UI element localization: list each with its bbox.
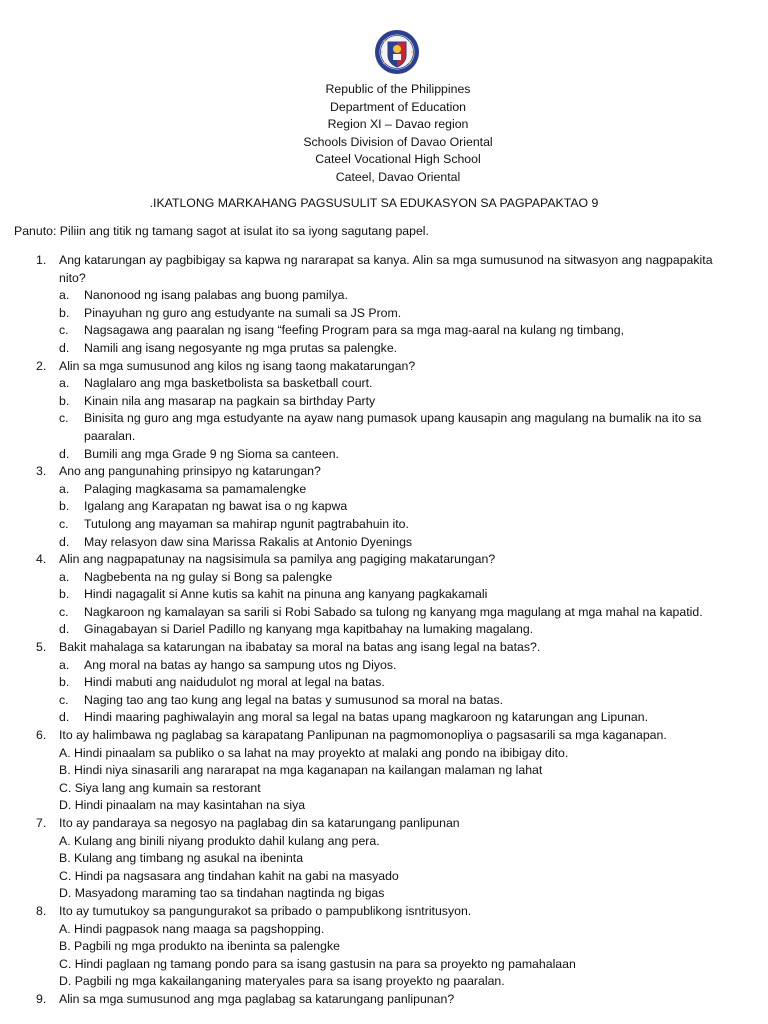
answer-choice [0,674,768,692]
instructions: Panuto: Piliin ang titik ng tamang sagot at isulat ito sa iyong sagutang papel. [14,224,429,238]
answer-choice [0,446,768,464]
answer-choice [0,516,768,534]
header-line: Schools Division of Davao Oriental [303,134,493,149]
choice-text: Nanonood ng isang palabas ang buong pamilya. [84,288,348,303]
choice-letter: a. [59,569,70,584]
choice-text: Tutulong ang mayaman sa mahirap ngunit pagtrabahuin ito. [84,516,409,531]
choice-text: Hindi maaring paghiwalayin ang moral sa legal na batas upang magkaroon ng katarungan ang Lipunan. [84,710,648,725]
answer-choice [0,973,768,991]
question-text: Alin sa mga sumusunod ang mga paglabag sa katarungang panlipunan? [59,991,455,1006]
choice-text: B. Kulang ang timbang ng asukal na ibeninta [59,851,304,866]
choice-text: A. Kulang ang binili niyang produkto dahil kulang ang pera. [59,833,380,848]
question-text: Ano ang pangunahing prinsipyo ng katarungan? [59,464,321,479]
choice-text: Bumili ang mga Grade 9 ng Sioma sa canteen. [84,446,339,461]
choice-letter: d. [59,534,70,549]
choice-text: Igalang ang Karapatan ng bawat isa o ng kapwa [84,499,348,514]
answer-choice [0,287,768,305]
choice-text: Nagsagawa ang paaralan ng isang “feefing Program para sa mga mag-aaral na kulang ng timbang, [84,323,625,338]
question-text: Ito ay pandaraya sa negosyo na paglabag din sa katarungang panlipunan [59,816,460,830]
header-line: Region XI – Davao region [327,117,469,132]
question-item [0,463,768,551]
choice-text: A. Hindi pagpasok nang maaga sa pagshopping. [59,921,325,936]
choice-letter: a. [59,481,70,496]
answer-choice [0,692,768,710]
choice-letter: c. [59,516,69,531]
answer-choice [0,850,768,868]
choice-text: Nagbebenta na ng gulay si Bong sa palengke [84,569,333,584]
choice-text: Ginagabayan si Dariel Padillo ng kanyang mga kapitbahay na lumaking magalang. [84,622,534,637]
question-item [0,252,768,358]
question-number: 1. [36,253,47,267]
choice-letter: b. [59,587,70,602]
choice-text: Naging tao ang tao kung ang legal na batas y sumusunod sa moral na batas. [84,692,504,707]
question-item [0,903,768,991]
choice-text: Namili ang isang negosyante ng mga prutas sa palengke. [84,340,398,355]
choice-text: Nagkaroon ng kamalayan sa sarili si Robi Sabado sa tulong ng kanyang mga magulang at mga mahal na kapatid. [84,604,703,619]
question-item [0,727,768,815]
answer-choice [0,604,768,622]
choice-letter: d. [59,710,70,725]
choice-letter: a. [59,376,70,391]
answer-choice [0,375,768,393]
answer-choice [0,938,768,956]
question-number: 3. [36,464,47,479]
choice-text: Kinain nila ang masarap na pagkain sa birthday Party [84,393,376,408]
choice-letter: b. [59,499,70,514]
choice-text: C. Hindi pa nagsasara ang tindahan kahit na gabi na masyado [59,868,399,883]
answer-choice [0,745,768,763]
choice-text: Hindi mabuti ang naidudulot ng moral at legal na batas. [84,675,385,690]
choice-text: Naglalaro ang mga basketbolista sa basketball court. [84,376,373,391]
answer-choice [0,481,768,499]
exam-title: .IKATLONG MARKAHANG PAGSUSULIT SA EDUKASYON SA PAGPAPAKTAO 9 [149,196,599,210]
header-line: Republic of the Philippines [325,82,471,96]
header-line: Cateel Vocational High School [315,152,481,167]
document-header [0,81,768,187]
answer-choice [0,534,768,552]
choice-letter: c. [59,323,69,338]
answer-choice [0,833,768,851]
question-text: Ang katarungan ay pagbibigay sa kapwa ng nararapat sa kanya. Alin sa mga sumusunod na sitwasyon ang nagpapakita nito? [59,253,713,285]
question-text: Bakit mahalaga sa katarungan na ibabatay sa moral na batas ang isang legal na batas?. [59,640,541,655]
answer-choice [0,322,768,340]
header-line: Cateel, Davao Oriental [335,169,461,184]
choice-text: B. Hindi niya sinasarili ang nararapat na mga kaganapan na kailangan malaman ng lahat [59,763,543,778]
header-line: Department of Education [329,99,467,114]
choice-text: Binisita ng guro ang mga estudyante na ayaw nang pumasok upang kausapin ang magulang na bumalik na ito sa paaralan. [84,411,702,443]
question-text: Ito ay tumutukoy sa pangungurakot sa pribado o pampublikong isntritusyon. [59,903,472,918]
choice-letter: b. [59,675,70,690]
answer-choice [0,340,768,358]
answer-choice [0,498,768,516]
choice-text: D. Pagbili ng mga kakailanganing materyales para sa isang proyekto ng paaralan. [59,974,505,989]
choice-letter: b. [59,393,70,408]
question-number: 6. [36,728,47,743]
question-item [0,551,768,639]
choice-text: Ang moral na batas ay hango sa sampung utos ng Diyos. [84,657,397,672]
answer-choice [0,885,768,903]
answer-choice [0,305,768,323]
choice-letter: d. [59,622,70,637]
answer-choice [0,393,768,411]
choice-text: C. Siya lang ang kumain sa restorant [59,780,261,795]
answer-choice [0,586,768,604]
question-number: 4. [36,552,47,567]
answer-choice [0,762,768,780]
choice-letter: d. [59,340,70,355]
question-text: Alin ang nagpapatunay na nagsisimula sa pamilya ang pagiging makatarungan? [59,552,496,567]
answer-choice [0,709,768,727]
question-text: Alin sa mga sumusunod ang kilos ng isang taong makatarungan? [59,358,416,373]
answer-choice [0,797,768,815]
question-number: 5. [36,640,47,655]
choice-text: D. Masyadong maraming tao sa tindahan nagtinda ng bigas [59,886,385,901]
answer-choice [0,780,768,798]
choice-text: May relasyon daw sina Marissa Rakalis at Antonio Dyenings [84,534,413,549]
question-text: Ito ay halimbawa ng paglabag sa karapatang Panlipunan na pagmomonopliya o pagsasarili sa mga kaganapan. [59,728,667,743]
choice-letter: b. [59,305,70,320]
choice-text: Palaging magkasama sa pamamalengke [84,481,307,496]
answer-choice [0,657,768,675]
answer-choice [0,410,768,445]
question-item [0,639,768,727]
choice-letter: c. [59,411,69,426]
answer-choice [0,621,768,639]
answer-choice [0,569,768,587]
question-number: 9. [36,991,47,1006]
choice-text: B. Pagbili ng mga produkto na ibeninta sa palengke [59,939,340,954]
choice-text: Hindi nagagalit si Anne kutis sa kahit na pinuna ang kanyang pagkakamali [84,587,488,602]
question-number: 8. [36,903,47,918]
choice-text: D. Hindi pinaalam na may kasintahan na siya [59,798,306,813]
choice-letter: c. [59,604,69,619]
choice-text: C. Hindi paglaan ng tamang pondo para sa isang gastusin na para sa proyekto ng pamahalaan [59,956,576,971]
question-item [0,815,768,903]
choice-letter: d. [59,446,70,461]
choice-text: Pinayuhan ng guro ang estudyante na sumali sa JS Prom. [84,305,402,320]
choice-letter: a. [59,288,70,303]
answer-choice [0,956,768,974]
choice-letter: c. [59,692,69,707]
question-list [0,252,768,1009]
question-number: 2. [36,358,47,373]
answer-choice [0,868,768,886]
question-item [0,991,768,1009]
choice-letter: a. [59,657,70,672]
answer-choice [0,921,768,939]
question-number: 7. [36,816,47,830]
deped-seal-logo [374,29,420,75]
choice-text: A. Hindi pinaalam sa publiko o sa lahat na may proyekto at malaki ang pondo na ibibigay dito. [59,745,569,760]
question-item [0,358,768,464]
